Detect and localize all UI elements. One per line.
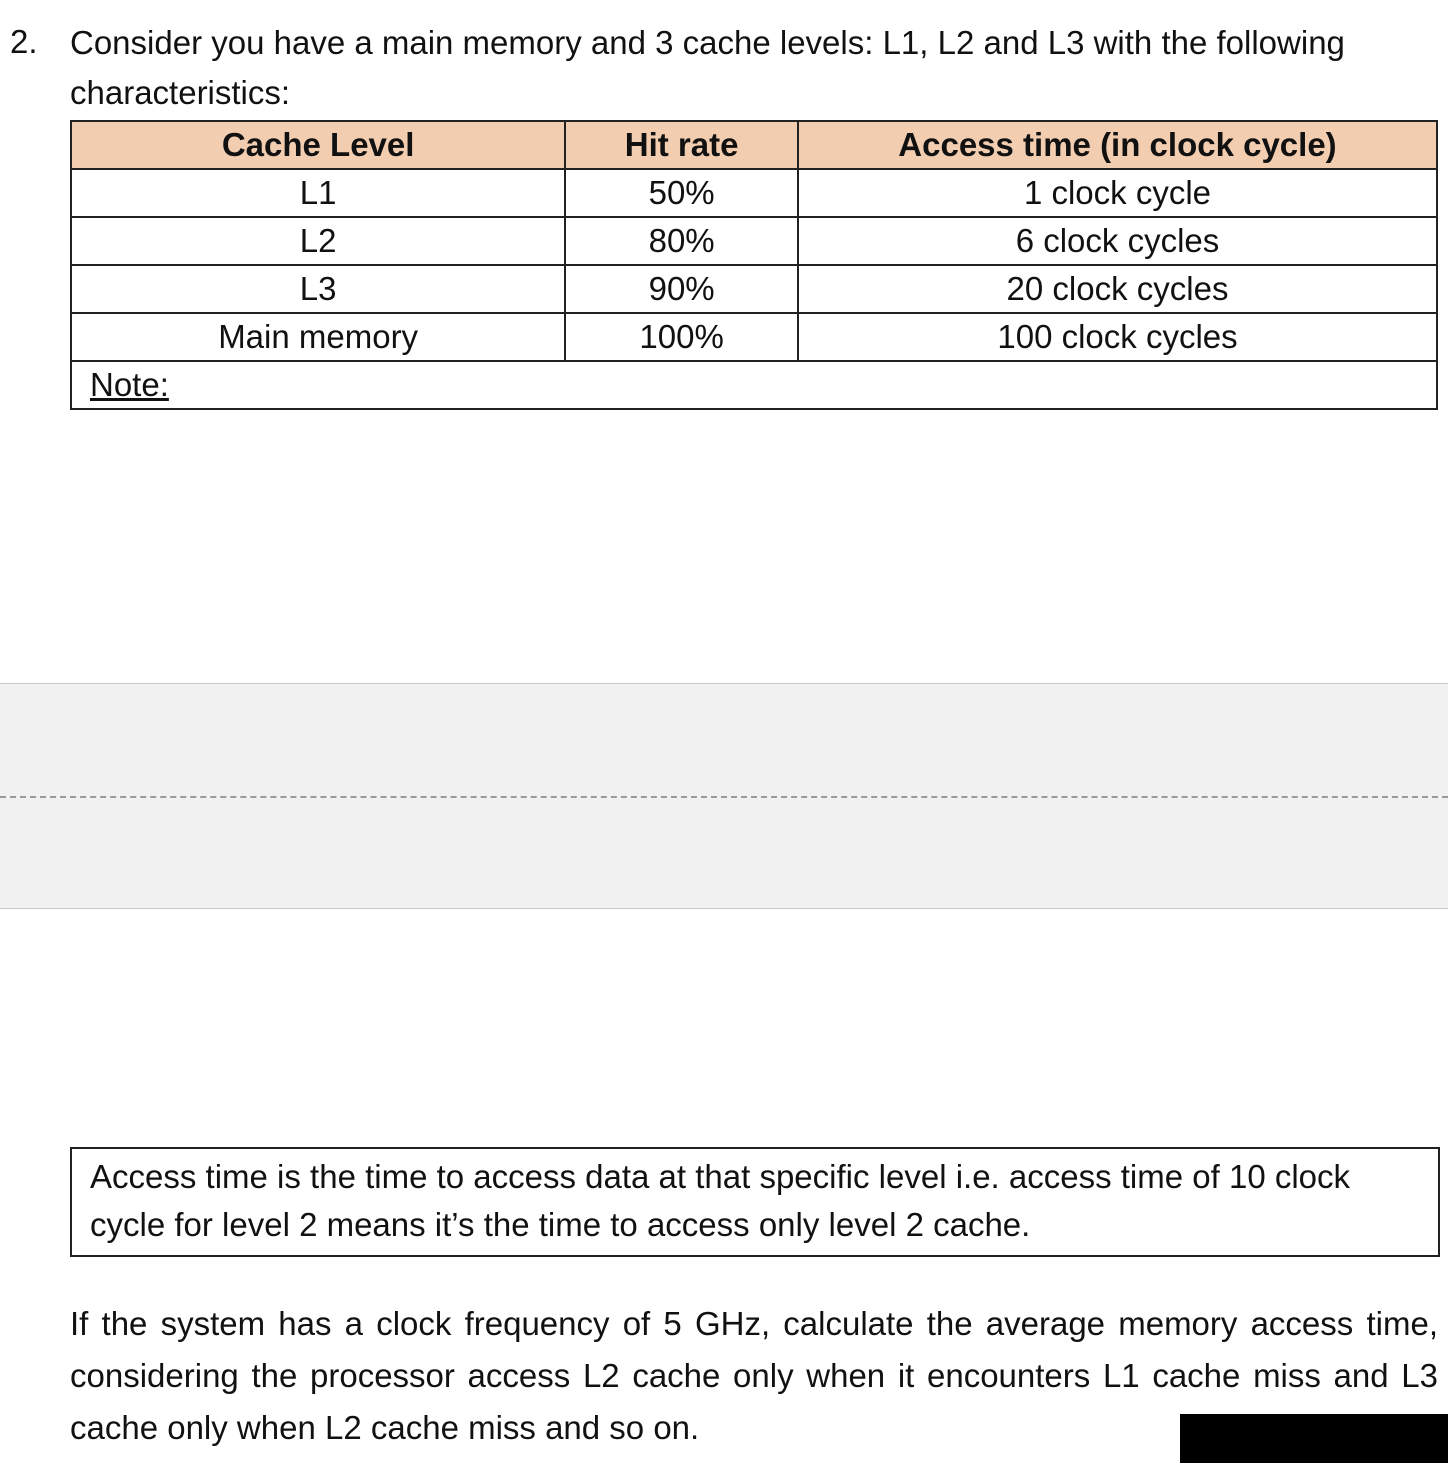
redaction-block <box>1180 1414 1448 1463</box>
cell-level: L2 <box>71 217 565 265</box>
cell-access-time: 20 clock cycles <box>798 265 1437 313</box>
note-cell <box>71 361 1437 409</box>
table-row <box>71 313 1437 361</box>
header-hit-rate: Hit rate <box>565 121 798 169</box>
page-break-divider <box>0 796 1448 798</box>
cell-access-time: 6 clock cycles <box>798 217 1437 265</box>
question-intro-line1: Consider you have a main memory and 3 cache levels: L1, L2 and L3 with the following <box>70 24 1345 61</box>
cache-characteristics-table <box>70 120 1438 410</box>
cell-level: L3 <box>71 265 565 313</box>
question-intro-line2: characteristics: <box>70 74 291 111</box>
cell-level: L1 <box>71 169 565 217</box>
header-access-time: Access time (in clock cycle) <box>798 121 1437 169</box>
cell-hit-rate: 80% <box>565 217 798 265</box>
question-body: If the system has a clock frequency of 5 GHz, calculate the average memory access time, considering the processor access L2 cache only when it encounters L1 cache miss and L3 cache only when L2 cache miss and so on. <box>70 1305 1438 1446</box>
cell-hit-rate: 90% <box>565 265 798 313</box>
question-number: 2. <box>10 23 38 60</box>
table-row <box>71 169 1437 217</box>
page-break-band <box>0 683 1448 909</box>
cell-access-time: 1 clock cycle <box>798 169 1437 217</box>
table-header-row <box>71 121 1437 169</box>
header-cache-level: Cache Level <box>71 121 565 169</box>
cell-hit-rate: 50% <box>565 169 798 217</box>
note-label: Note: <box>90 366 169 403</box>
cell-hit-rate: 100% <box>565 313 798 361</box>
cell-level: Main memory <box>71 313 565 361</box>
access-time-note-box: Access time is the time to access data at that specific level i.e. access time of 10 clock cycle for level 2 means it’s the time to access only level 2 cache. <box>70 1147 1440 1257</box>
question-intro <box>70 18 1440 118</box>
table-note-row <box>71 361 1437 409</box>
table-row <box>71 217 1437 265</box>
table-row <box>71 265 1437 313</box>
cell-access-time: 100 clock cycles <box>798 313 1437 361</box>
